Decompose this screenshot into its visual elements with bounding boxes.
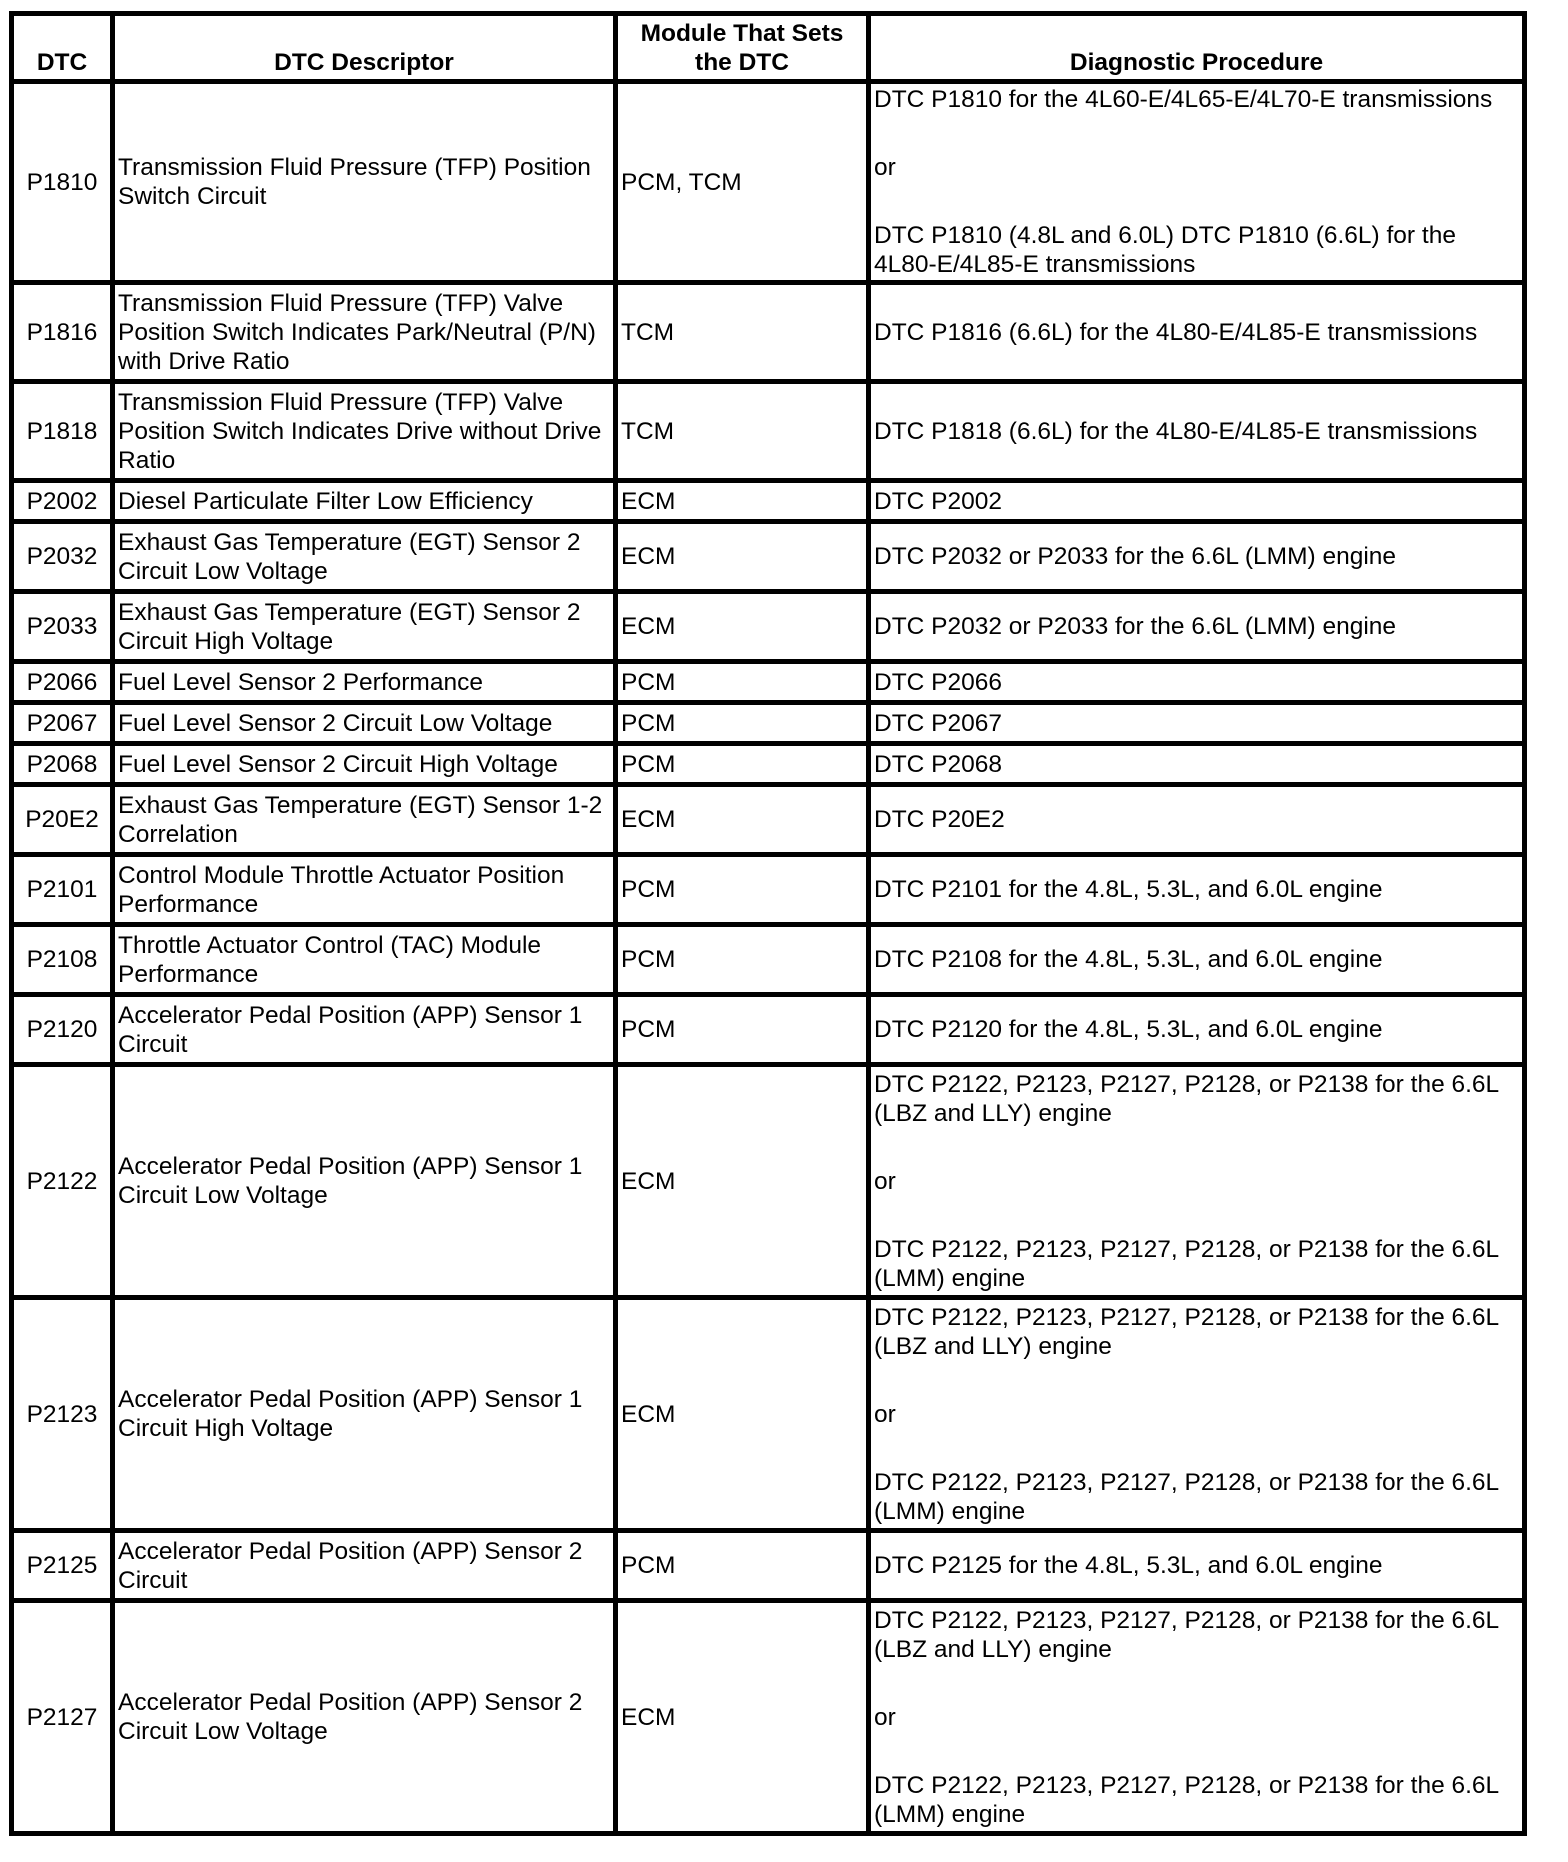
dtc-module: ECM	[616, 1601, 869, 1834]
dtc-descriptor: Accelerator Pedal Position (APP) Sensor 2 Circuit	[113, 1531, 616, 1601]
procedure-link[interactable]: DTC P2067	[874, 709, 1003, 737]
dtc-module: TCM	[616, 382, 869, 481]
procedure-spacer	[874, 1429, 1519, 1468]
table-row	[12, 592, 1525, 662]
dtc-descriptor: Fuel Level Sensor 2 Circuit High Voltage	[113, 744, 616, 785]
dtc-code: P20E2	[12, 785, 113, 855]
procedure-spacer	[874, 1361, 1519, 1400]
dtc-code: P2127	[12, 1601, 113, 1834]
dtc-descriptor: Accelerator Pedal Position (APP) Sensor 1 Circuit	[113, 995, 616, 1065]
procedure-link[interactable]: DTC P2122, P2123, P2127, P2128, or P2138 for the 6.6L (LMM) engine	[874, 1468, 1499, 1525]
dtc-descriptor: Transmission Fluid Pressure (TFP) Position Switch Circuit	[113, 82, 616, 283]
dtc-descriptor: Diesel Particulate Filter Low Efficiency	[113, 481, 616, 522]
table-row	[12, 925, 1525, 995]
dtc-code: P1818	[12, 382, 113, 481]
dtc-module: ECM	[616, 592, 869, 662]
procedure-link[interactable]: DTC P2122, P2123, P2127, P2128, or P2138 for the 6.6L (LBZ and LLY) engine	[874, 1303, 1499, 1360]
dtc-module: PCM	[616, 855, 869, 925]
dtc-descriptor: Exhaust Gas Temperature (EGT) Sensor 1-2 Correlation	[113, 785, 616, 855]
table-row	[12, 82, 1525, 283]
diagnostic-procedure	[869, 1531, 1525, 1601]
procedure-link[interactable]: DTC P2068	[874, 750, 1003, 778]
procedure-link[interactable]: DTC P1818 (6.6L) for the 4L80-E/4L85-E transmissions	[874, 417, 1478, 445]
dtc-code: P2125	[12, 1531, 113, 1601]
dtc-table	[9, 11, 1527, 1836]
dtc-descriptor: Accelerator Pedal Position (APP) Sensor 2 Circuit Low Voltage	[113, 1601, 616, 1834]
table-row	[12, 481, 1525, 522]
procedure-or: or	[874, 1703, 896, 1731]
dtc-code: P2002	[12, 481, 113, 522]
dtc-code: P2067	[12, 703, 113, 744]
procedure-link[interactable]: DTC P2108 for the 4.8L, 5.3L, and 6.0L engine	[874, 946, 1383, 973]
dtc-code: P2033	[12, 592, 113, 662]
table-row	[12, 995, 1525, 1065]
procedure-link[interactable]: DTC P2002	[874, 487, 1003, 515]
dtc-module: ECM	[616, 785, 869, 855]
dtc-code: P2120	[12, 995, 113, 1065]
dtc-descriptor: Transmission Fluid Pressure (TFP) Valve Position Switch Indicates Drive without Drive Ratio	[113, 382, 616, 481]
dtc-descriptor: Accelerator Pedal Position (APP) Sensor 1 Circuit Low Voltage	[113, 1065, 616, 1298]
table-row	[12, 522, 1525, 592]
dtc-code: P2123	[12, 1298, 113, 1531]
procedure-link[interactable]: DTC P2101 for the 4.8L, 5.3L, and 6.0L engine	[874, 876, 1383, 903]
procedure-link[interactable]: DTC P2122, P2123, P2127, P2128, or P2138 for the 6.6L (LMM) engine	[874, 1771, 1499, 1828]
dtc-code: P2108	[12, 925, 113, 995]
dtc-code: P2122	[12, 1065, 113, 1298]
procedure-spacer	[874, 114, 1519, 153]
table-row	[12, 662, 1525, 703]
procedure-link[interactable]: DTC P20E2	[874, 806, 1005, 833]
diagnostic-procedure	[869, 522, 1525, 592]
dtc-code: P2032	[12, 522, 113, 592]
procedure-link[interactable]: DTC P2066	[874, 668, 1003, 696]
diagnostic-procedure	[869, 1601, 1525, 1834]
procedure-spacer	[874, 1128, 1519, 1167]
table-row	[12, 785, 1525, 855]
dtc-descriptor: Throttle Actuator Control (TAC) Module Performance	[113, 925, 616, 995]
dtc-module: PCM, TCM	[616, 82, 869, 283]
diagnostic-procedure	[869, 592, 1525, 662]
dtc-module: PCM	[616, 703, 869, 744]
dtc-table-body	[12, 82, 1525, 1834]
header-descriptor: DTC Descriptor	[113, 14, 616, 82]
dtc-descriptor: Exhaust Gas Temperature (EGT) Sensor 2 Circuit High Voltage	[113, 592, 616, 662]
diagnostic-procedure	[869, 382, 1525, 481]
procedure-link[interactable]: DTC P1816 (6.6L) for the 4L80-E/4L85-E transmissions	[874, 318, 1478, 346]
procedure-spacer	[874, 1664, 1519, 1703]
header-procedure: Diagnostic Procedure	[869, 14, 1525, 82]
diagnostic-procedure	[869, 744, 1525, 785]
dtc-module: PCM	[616, 662, 869, 703]
diagnostic-procedure	[869, 82, 1525, 283]
dtc-descriptor: Transmission Fluid Pressure (TFP) Valve Position Switch Indicates Park/Neutral (P/N) with Drive Ratio	[113, 283, 616, 382]
header-row	[12, 14, 1525, 82]
procedure-spacer	[874, 182, 1519, 221]
dtc-module: ECM	[616, 1298, 869, 1531]
procedure-or: or	[874, 1400, 896, 1428]
procedure-link[interactable]: DTC P1810 for the 4L60-E/4L65-E/4L70-E transmissions	[874, 86, 1493, 113]
dtc-descriptor: Exhaust Gas Temperature (EGT) Sensor 2 Circuit Low Voltage	[113, 522, 616, 592]
diagnostic-procedure	[869, 662, 1525, 703]
dtc-module: PCM	[616, 744, 869, 785]
dtc-descriptor: Fuel Level Sensor 2 Circuit Low Voltage	[113, 703, 616, 744]
procedure-link[interactable]: DTC P2032 or P2033 for the 6.6L (LMM) engine	[874, 543, 1397, 570]
diagnostic-procedure	[869, 995, 1525, 1065]
dtc-module: ECM	[616, 1065, 869, 1298]
dtc-code: P1816	[12, 283, 113, 382]
table-row	[12, 855, 1525, 925]
procedure-link[interactable]: DTC P2125 for the 4.8L, 5.3L, and 6.0L engine	[874, 1552, 1383, 1579]
procedure-link[interactable]: DTC P2122, P2123, P2127, P2128, or P2138 for the 6.6L (LMM) engine	[874, 1235, 1499, 1292]
procedure-link[interactable]: DTC P2122, P2123, P2127, P2128, or P2138 for the 6.6L (LBZ and LLY) engine	[874, 1070, 1499, 1127]
table-row	[12, 1531, 1525, 1601]
dtc-code: P2101	[12, 855, 113, 925]
dtc-module: TCM	[616, 283, 869, 382]
table-row	[12, 744, 1525, 785]
table-row	[12, 382, 1525, 481]
dtc-descriptor: Control Module Throttle Actuator Position Performance	[113, 855, 616, 925]
header-dtc: DTC	[12, 14, 113, 82]
dtc-module: PCM	[616, 925, 869, 995]
dtc-module: ECM	[616, 522, 869, 592]
dtc-module: PCM	[616, 1531, 869, 1601]
table-row	[12, 1065, 1525, 1298]
procedure-spacer	[874, 1196, 1519, 1235]
diagnostic-procedure	[869, 925, 1525, 995]
dtc-module: PCM	[616, 995, 869, 1065]
dtc-code: P2066	[12, 662, 113, 703]
dtc-code: P1810	[12, 82, 113, 283]
diagnostic-procedure	[869, 1065, 1525, 1298]
procedure-link[interactable]: DTC P2032 or P2033 for the 6.6L (LMM) engine	[874, 613, 1397, 640]
procedure-link[interactable]: DTC P2122, P2123, P2127, P2128, or P2138 for the 6.6L (LBZ and LLY) engine	[874, 1606, 1499, 1663]
diagnostic-procedure	[869, 481, 1525, 522]
diagnostic-procedure	[869, 703, 1525, 744]
dtc-code: P2068	[12, 744, 113, 785]
procedure-or: or	[874, 154, 896, 181]
header-module: Module That Sets the DTC	[616, 14, 869, 82]
table-row	[12, 703, 1525, 744]
procedure-link[interactable]: DTC P1810 (4.8L and 6.0L) DTC P1810 (6.6L) for the 4L80-E/4L85-E transmissions	[874, 222, 1456, 278]
procedure-or: or	[874, 1167, 896, 1195]
table-row	[12, 1601, 1525, 1834]
table-row	[12, 283, 1525, 382]
dtc-descriptor: Accelerator Pedal Position (APP) Sensor 1 Circuit High Voltage	[113, 1298, 616, 1531]
procedure-link[interactable]: DTC P2120 for the 4.8L, 5.3L, and 6.0L engine	[874, 1016, 1383, 1043]
procedure-spacer	[874, 1732, 1519, 1771]
diagnostic-procedure	[869, 855, 1525, 925]
diagnostic-procedure	[869, 283, 1525, 382]
diagnostic-procedure	[869, 1298, 1525, 1531]
diagnostic-procedure	[869, 785, 1525, 855]
table-row	[12, 1298, 1525, 1531]
dtc-descriptor: Fuel Level Sensor 2 Performance	[113, 662, 616, 703]
dtc-module: ECM	[616, 481, 869, 522]
